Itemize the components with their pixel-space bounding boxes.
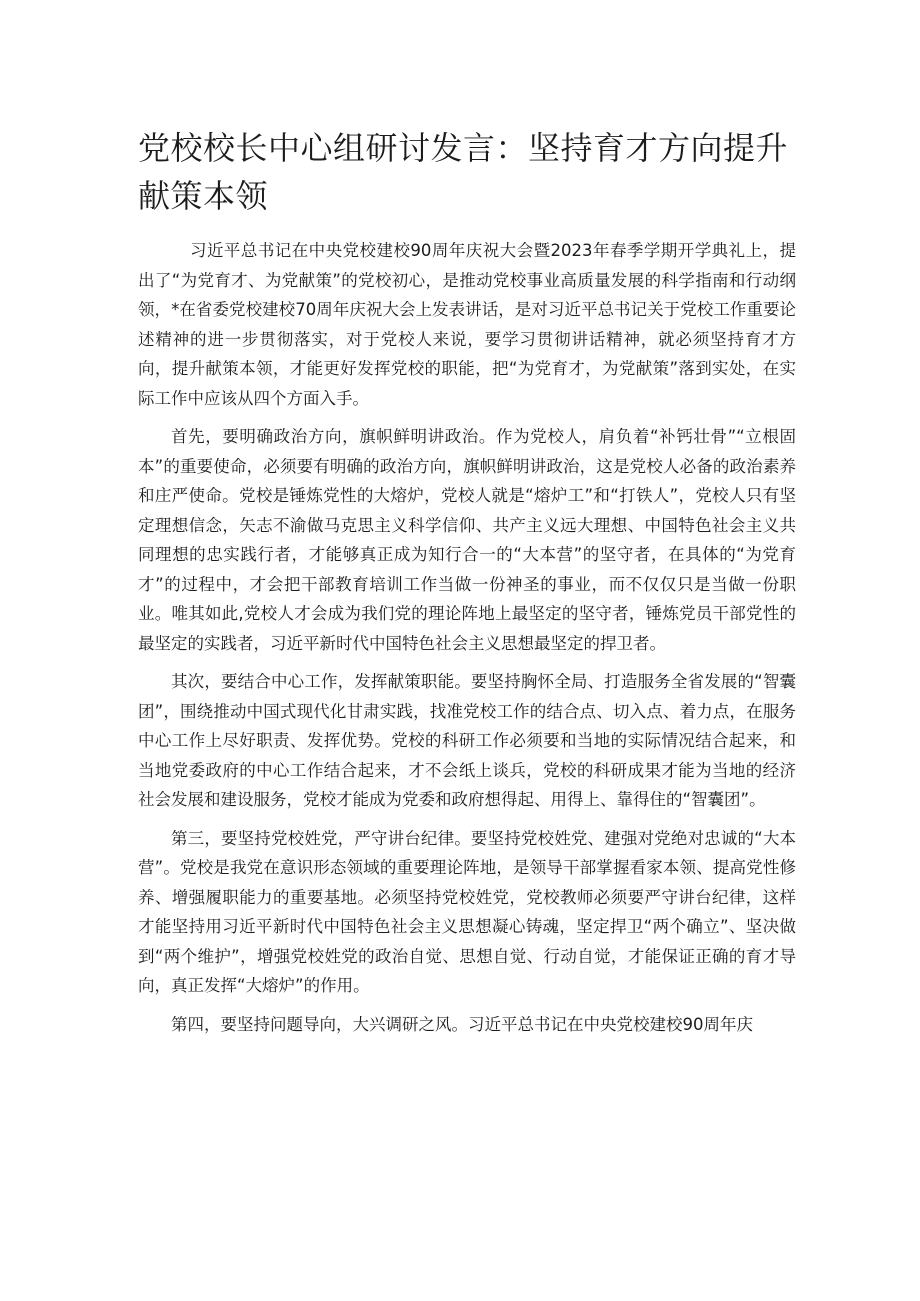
- article-body: [138, 236, 796, 1048]
- paragraph-third-point: 第三，要坚持党校姓党，严守讲台纪律。要坚持党校姓党、建强对党绝对忠诚的“大本营”。党校是我党在意识形态领域的重要理论阵地，是领导干部掌握看家本领、提高党性修养、增强履职能力的重要基地。必须坚持党校姓党，党校教师必须要严守讲台纪律，这样才能坚持用习近平新时代中国特色社会主义思想凝心铸魂，坚定捍卫“两个确立”、坚决做到“两个维护”，增强党校姓党的政治自觉、思想自觉、行动自觉，才能保证正确的育才导向，真正发挥“大熔炉”的作用。: [138, 828, 796, 995]
- page-title: 党校校长中心组研讨发言：坚持育才方向提升献策本领: [138, 129, 789, 215]
- paragraph-second-point: 其次，要结合中心工作，发挥献策职能。要坚持胸怀全局、打造服务全省发展的“智囊团”，围绕推动中国式现代化甘肃实践，找准党校工作的结合点、切入点、着力点，在服务中心工作上尽好职责、发挥优势。党校的科研工作必须要和当地的实际情况结合起来，和当地党委政府的中心工作结合起来，才不会纸上谈兵，党校的科研成果才能为当地的经济社会发展和建设服务，党校才能成为党委和政府想得起、用得上、靠得住的“智囊团”。: [138, 672, 796, 809]
- paragraph-intro: 习近平总书记在中央党校建校90周年庆祝大会暨2023年春季学期开学典礼上，提出了“为党育才、为党献策”的党校初心，是推动党校事业高质量发展的科学指南和行动纲领，*在省委党校建校70周年庆祝大会上发表讲话，是对习近平总书记关于党校工作重要论述精神的进一步贯彻落实，对于党校人来说，要学习贯彻讲话精神，就必须坚持育才方向，提升献策本领，才能更好发挥党校的职能，把“为党育才，为党献策”落到实处，在实际工作中应该从四个方面入手。: [138, 241, 796, 408]
- paragraph-fourth-point: 第四，要坚持问题导向，大兴调研之风。习近平总书记在中央党校建校90周年庆: [171, 1014, 753, 1034]
- paragraph-first-point: 首先，要明确政治方向，旗帜鲜明讲政治。作为党校人，肩负着“补钙壮骨”“立根固本”的重要使命，必须要有明确的政治方向，旗帜鲜明讲政治，这是党校人必备的政治素养和庄严使命。党校是锤炼党性的大熔炉，党校人就是“熔炉工”和“打铁人”，党校人只有坚定理想信念，矢志不渝做马克思主义科学信仰、共产主义远大理想、中国特色社会主义共同理想的忠实践行者，才能够真正成为知行合一的“大本营”的坚守者，在具体的“为党育才”的过程中，才会把干部教育培训工作当做一份神圣的事业，而不仅仅只是当做一份职业。唯其如此,党校人才会成为我们党的理论阵地上最坚定的坚守者，锤炼党员干部党性的最坚定的实践者，习近平新时代中国特色社会主义思想最坚定的捍卫者。: [138, 427, 796, 653]
